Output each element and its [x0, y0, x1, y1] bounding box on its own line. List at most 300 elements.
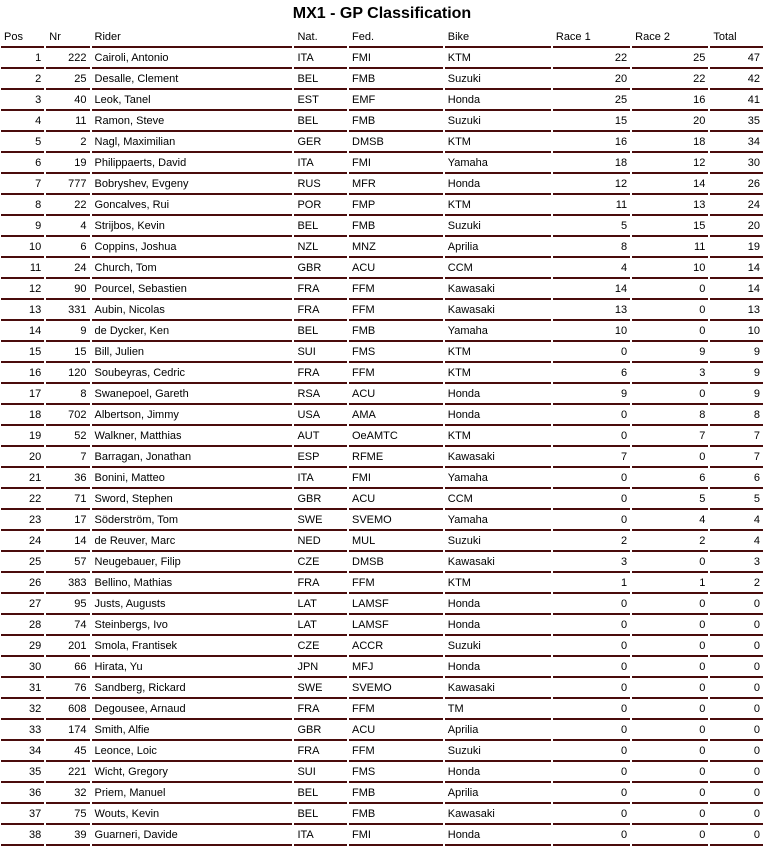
rider-cell: Hirata, Yu — [92, 657, 293, 678]
rider-cell: Cairoli, Antonio — [92, 48, 293, 69]
nat-cell: SUI — [294, 342, 347, 363]
total-cell: 0 — [710, 762, 763, 783]
nat-cell: GBR — [294, 720, 347, 741]
race1-cell: 0 — [553, 426, 630, 447]
table-row — [1, 153, 763, 174]
fed-cell: SVEMO — [349, 678, 443, 699]
pos-cell: 19 — [1, 426, 44, 447]
nr-cell: 383 — [46, 573, 89, 594]
total-cell: 0 — [710, 741, 763, 762]
fed-cell: FMI — [349, 468, 443, 489]
race2-cell: 0 — [632, 678, 708, 699]
rider-cell: Swanepoel, Gareth — [92, 384, 293, 405]
nr-cell: 25 — [46, 69, 89, 90]
fed-cell: FMS — [349, 342, 443, 363]
bike-cell: Honda — [445, 594, 551, 615]
table-row — [1, 825, 763, 846]
race1-cell: 22 — [553, 48, 630, 69]
race2-cell: 0 — [632, 720, 708, 741]
race2-cell: 0 — [632, 615, 708, 636]
rider-cell: Coppins, Joshua — [92, 237, 293, 258]
nr-cell: 2 — [46, 132, 89, 153]
fed-cell: FFM — [349, 573, 443, 594]
table-row — [1, 132, 763, 153]
rider-cell: Justs, Augusts — [92, 594, 293, 615]
total-cell: 0 — [710, 678, 763, 699]
table-row — [1, 48, 763, 69]
nr-cell: 39 — [46, 825, 89, 846]
pos-cell: 15 — [1, 342, 44, 363]
bike-cell: Kawasaki — [445, 552, 551, 573]
classification-table — [0, 28, 764, 846]
rider-cell: Bill, Julien — [92, 342, 293, 363]
nr-cell: 4 — [46, 216, 89, 237]
race2-cell: 11 — [632, 237, 708, 258]
rider-cell: Albertson, Jimmy — [92, 405, 293, 426]
race1-cell: 7 — [553, 447, 630, 468]
nat-cell: SUI — [294, 762, 347, 783]
nat-cell: BEL — [294, 321, 347, 342]
race2-cell: 12 — [632, 153, 708, 174]
nr-cell: 7 — [46, 447, 89, 468]
nat-cell: USA — [294, 405, 347, 426]
nat-cell: NED — [294, 531, 347, 552]
race1-cell: 0 — [553, 699, 630, 720]
rider-cell: de Dycker, Ken — [92, 321, 293, 342]
table-row — [1, 279, 763, 300]
pos-cell: 33 — [1, 720, 44, 741]
table-row — [1, 90, 763, 111]
bike-cell: Suzuki — [445, 111, 551, 132]
rider-cell: Soubeyras, Cedric — [92, 363, 293, 384]
table-row — [1, 111, 763, 132]
race2-cell: 14 — [632, 174, 708, 195]
race1-cell: 0 — [553, 825, 630, 846]
nr-cell: 90 — [46, 279, 89, 300]
fed-cell: SVEMO — [349, 510, 443, 531]
pos-cell: 21 — [1, 468, 44, 489]
fed-cell: FMS — [349, 762, 443, 783]
table-row — [1, 468, 763, 489]
nr-cell: 36 — [46, 468, 89, 489]
race1-cell: 20 — [553, 69, 630, 90]
bike-cell: Suzuki — [445, 69, 551, 90]
fed-cell: FMB — [349, 69, 443, 90]
bike-cell: Suzuki — [445, 531, 551, 552]
bike-cell: Kawasaki — [445, 447, 551, 468]
table-row — [1, 426, 763, 447]
total-cell: 4 — [710, 531, 763, 552]
rider-cell: Wicht, Gregory — [92, 762, 293, 783]
nr-cell: 22 — [46, 195, 89, 216]
race1-cell: 15 — [553, 111, 630, 132]
rider-cell: Steinbergs, Ivo — [92, 615, 293, 636]
table-row — [1, 237, 763, 258]
race2-cell: 0 — [632, 783, 708, 804]
rider-cell: Guarneri, Davide — [92, 825, 293, 846]
total-cell: 47 — [710, 48, 763, 69]
rider-cell: Barragan, Jonathan — [92, 447, 293, 468]
bike-cell: Kawasaki — [445, 804, 551, 825]
race1-cell: 6 — [553, 363, 630, 384]
table-row — [1, 405, 763, 426]
bike-cell: Suzuki — [445, 741, 551, 762]
race1-cell: 2 — [553, 531, 630, 552]
race2-cell: 8 — [632, 405, 708, 426]
fed-cell: FMI — [349, 153, 443, 174]
pos-cell: 7 — [1, 174, 44, 195]
fed-cell: MNZ — [349, 237, 443, 258]
rider-cell: Goncalves, Rui — [92, 195, 293, 216]
nat-cell: ITA — [294, 468, 347, 489]
pos-cell: 2 — [1, 69, 44, 90]
total-cell: 5 — [710, 489, 763, 510]
race1-cell: 10 — [553, 321, 630, 342]
nat-cell: JPN — [294, 657, 347, 678]
pos-cell: 5 — [1, 132, 44, 153]
table-body — [1, 48, 763, 846]
nat-cell: ITA — [294, 153, 347, 174]
fed-cell: FFM — [349, 300, 443, 321]
pos-cell: 6 — [1, 153, 44, 174]
nat-cell: SWE — [294, 510, 347, 531]
total-cell: 2 — [710, 573, 763, 594]
nat-cell: EST — [294, 90, 347, 111]
nr-cell: 222 — [46, 48, 89, 69]
bike-cell: Honda — [445, 405, 551, 426]
nat-cell: BEL — [294, 804, 347, 825]
race1-cell: 0 — [553, 342, 630, 363]
fed-cell: MFJ — [349, 657, 443, 678]
table-row — [1, 573, 763, 594]
nr-cell: 95 — [46, 594, 89, 615]
rider-cell: Desalle, Clement — [92, 69, 293, 90]
race2-cell: 10 — [632, 258, 708, 279]
fed-cell: ACCR — [349, 636, 443, 657]
fed-cell: LAMSF — [349, 594, 443, 615]
pos-cell: 29 — [1, 636, 44, 657]
column-header-total: Total — [710, 28, 763, 48]
race2-cell: 13 — [632, 195, 708, 216]
fed-cell: FMP — [349, 195, 443, 216]
bike-cell: Honda — [445, 657, 551, 678]
rider-cell: Söderström, Tom — [92, 510, 293, 531]
rider-cell: Degousee, Arnaud — [92, 699, 293, 720]
bike-cell: Kawasaki — [445, 279, 551, 300]
nr-cell: 8 — [46, 384, 89, 405]
rider-cell: Strijbos, Kevin — [92, 216, 293, 237]
pos-cell: 23 — [1, 510, 44, 531]
table-row — [1, 321, 763, 342]
total-cell: 14 — [710, 279, 763, 300]
fed-cell: FMB — [349, 111, 443, 132]
race2-cell: 0 — [632, 384, 708, 405]
bike-cell: Honda — [445, 384, 551, 405]
rider-cell: Bobryshev, Evgeny — [92, 174, 293, 195]
race2-cell: 0 — [632, 699, 708, 720]
pos-cell: 4 — [1, 111, 44, 132]
total-cell: 0 — [710, 783, 763, 804]
nat-cell: POR — [294, 195, 347, 216]
total-cell: 20 — [710, 216, 763, 237]
race2-cell: 0 — [632, 636, 708, 657]
column-header-nr: Nr — [46, 28, 89, 48]
race1-cell: 0 — [553, 405, 630, 426]
nat-cell: GBR — [294, 489, 347, 510]
nat-cell: BEL — [294, 783, 347, 804]
race1-cell: 1 — [553, 573, 630, 594]
race1-cell: 0 — [553, 762, 630, 783]
nat-cell: ITA — [294, 825, 347, 846]
fed-cell: OeAMTC — [349, 426, 443, 447]
bike-cell: Honda — [445, 762, 551, 783]
nat-cell: ESP — [294, 447, 347, 468]
rider-cell: Sandberg, Rickard — [92, 678, 293, 699]
fed-cell: FMB — [349, 216, 443, 237]
race1-cell: 5 — [553, 216, 630, 237]
table-row — [1, 720, 763, 741]
rider-cell: Nagl, Maximilian — [92, 132, 293, 153]
race1-cell: 12 — [553, 174, 630, 195]
nat-cell: RUS — [294, 174, 347, 195]
bike-cell: KTM — [445, 573, 551, 594]
pos-cell: 3 — [1, 90, 44, 111]
table-row — [1, 657, 763, 678]
nr-cell: 608 — [46, 699, 89, 720]
fed-cell: FFM — [349, 363, 443, 384]
table-row — [1, 300, 763, 321]
nr-cell: 57 — [46, 552, 89, 573]
nr-cell: 52 — [46, 426, 89, 447]
nr-cell: 40 — [46, 90, 89, 111]
pos-cell: 32 — [1, 699, 44, 720]
fed-cell: AMA — [349, 405, 443, 426]
rider-cell: Leonce, Loic — [92, 741, 293, 762]
fed-cell: RFME — [349, 447, 443, 468]
nat-cell: CZE — [294, 552, 347, 573]
rider-cell: Aubin, Nicolas — [92, 300, 293, 321]
race2-cell: 0 — [632, 300, 708, 321]
bike-cell: Kawasaki — [445, 678, 551, 699]
race1-cell: 13 — [553, 300, 630, 321]
nat-cell: GER — [294, 132, 347, 153]
nat-cell: SWE — [294, 678, 347, 699]
rider-cell: Bonini, Matteo — [92, 468, 293, 489]
rider-cell: Walkner, Matthias — [92, 426, 293, 447]
fed-cell: FMB — [349, 321, 443, 342]
nr-cell: 174 — [46, 720, 89, 741]
race1-cell: 0 — [553, 615, 630, 636]
pos-cell: 8 — [1, 195, 44, 216]
total-cell: 30 — [710, 153, 763, 174]
table-row — [1, 363, 763, 384]
total-cell: 0 — [710, 699, 763, 720]
nat-cell: LAT — [294, 615, 347, 636]
pos-cell: 31 — [1, 678, 44, 699]
pos-cell: 22 — [1, 489, 44, 510]
bike-cell: KTM — [445, 426, 551, 447]
nat-cell: FRA — [294, 573, 347, 594]
total-cell: 26 — [710, 174, 763, 195]
race2-cell: 0 — [632, 594, 708, 615]
nr-cell: 66 — [46, 657, 89, 678]
race2-cell: 4 — [632, 510, 708, 531]
race2-cell: 9 — [632, 342, 708, 363]
rider-cell: Sword, Stephen — [92, 489, 293, 510]
nat-cell: FRA — [294, 363, 347, 384]
nr-cell: 702 — [46, 405, 89, 426]
nr-cell: 74 — [46, 615, 89, 636]
table-row — [1, 69, 763, 90]
table-row — [1, 804, 763, 825]
nat-cell: GBR — [294, 258, 347, 279]
race2-cell: 7 — [632, 426, 708, 447]
bike-cell: Honda — [445, 615, 551, 636]
race2-cell: 0 — [632, 804, 708, 825]
bike-cell: Honda — [445, 90, 551, 111]
fed-cell: FMB — [349, 783, 443, 804]
nr-cell: 201 — [46, 636, 89, 657]
table-row — [1, 552, 763, 573]
table-row — [1, 762, 763, 783]
pos-cell: 10 — [1, 237, 44, 258]
column-header-race1: Race 1 — [553, 28, 630, 48]
bike-cell: KTM — [445, 48, 551, 69]
bike-cell: KTM — [445, 342, 551, 363]
nat-cell: AUT — [294, 426, 347, 447]
race1-cell: 0 — [553, 678, 630, 699]
pos-cell: 25 — [1, 552, 44, 573]
race2-cell: 20 — [632, 111, 708, 132]
nr-cell: 221 — [46, 762, 89, 783]
nat-cell: FRA — [294, 699, 347, 720]
table-row — [1, 489, 763, 510]
rider-cell: Leok, Tanel — [92, 90, 293, 111]
table-row — [1, 447, 763, 468]
bike-cell: KTM — [445, 195, 551, 216]
race1-cell: 8 — [553, 237, 630, 258]
nr-cell: 32 — [46, 783, 89, 804]
nat-cell: FRA — [294, 279, 347, 300]
pos-cell: 34 — [1, 741, 44, 762]
race1-cell: 18 — [553, 153, 630, 174]
race2-cell: 0 — [632, 279, 708, 300]
table-row — [1, 741, 763, 762]
pos-cell: 18 — [1, 405, 44, 426]
race1-cell: 0 — [553, 510, 630, 531]
race1-cell: 0 — [553, 741, 630, 762]
nat-cell: BEL — [294, 111, 347, 132]
nr-cell: 11 — [46, 111, 89, 132]
header-row — [1, 28, 763, 48]
bike-cell: TM — [445, 699, 551, 720]
race1-cell: 14 — [553, 279, 630, 300]
total-cell: 34 — [710, 132, 763, 153]
nr-cell: 331 — [46, 300, 89, 321]
nat-cell: CZE — [294, 636, 347, 657]
table-row — [1, 678, 763, 699]
bike-cell: Kawasaki — [445, 300, 551, 321]
total-cell: 3 — [710, 552, 763, 573]
bike-cell: Aprilia — [445, 783, 551, 804]
table-row — [1, 636, 763, 657]
pos-cell: 27 — [1, 594, 44, 615]
column-header-race2: Race 2 — [632, 28, 708, 48]
column-header-pos: Pos — [1, 28, 44, 48]
pos-cell: 38 — [1, 825, 44, 846]
pos-cell: 16 — [1, 363, 44, 384]
nr-cell: 14 — [46, 531, 89, 552]
pos-cell: 17 — [1, 384, 44, 405]
total-cell: 9 — [710, 363, 763, 384]
race2-cell: 1 — [632, 573, 708, 594]
column-header-bike: Bike — [445, 28, 551, 48]
race1-cell: 0 — [553, 804, 630, 825]
pos-cell: 14 — [1, 321, 44, 342]
bike-cell: Suzuki — [445, 216, 551, 237]
bike-cell: Yamaha — [445, 468, 551, 489]
column-header-nat: Nat. — [294, 28, 347, 48]
rider-cell: Smith, Alfie — [92, 720, 293, 741]
fed-cell: FFM — [349, 699, 443, 720]
total-cell: 0 — [710, 615, 763, 636]
race1-cell: 0 — [553, 594, 630, 615]
table-row — [1, 195, 763, 216]
bike-cell: Suzuki — [445, 636, 551, 657]
race2-cell: 0 — [632, 657, 708, 678]
nat-cell: RSA — [294, 384, 347, 405]
race2-cell: 0 — [632, 762, 708, 783]
bike-cell: Aprilia — [445, 720, 551, 741]
fed-cell: FMI — [349, 48, 443, 69]
race1-cell: 0 — [553, 468, 630, 489]
pos-cell: 11 — [1, 258, 44, 279]
total-cell: 4 — [710, 510, 763, 531]
bike-cell: Aprilia — [445, 237, 551, 258]
table-row — [1, 594, 763, 615]
race2-cell: 0 — [632, 741, 708, 762]
total-cell: 0 — [710, 636, 763, 657]
nat-cell: FRA — [294, 300, 347, 321]
nr-cell: 15 — [46, 342, 89, 363]
pos-cell: 30 — [1, 657, 44, 678]
race2-cell: 16 — [632, 90, 708, 111]
pos-cell: 26 — [1, 573, 44, 594]
race1-cell: 3 — [553, 552, 630, 573]
fed-cell: FFM — [349, 741, 443, 762]
rider-cell: Pourcel, Sebastien — [92, 279, 293, 300]
nat-cell: FRA — [294, 741, 347, 762]
fed-cell: DMSB — [349, 132, 443, 153]
total-cell: 8 — [710, 405, 763, 426]
nr-cell: 45 — [46, 741, 89, 762]
total-cell: 42 — [710, 69, 763, 90]
race1-cell: 0 — [553, 636, 630, 657]
race2-cell: 15 — [632, 216, 708, 237]
race2-cell: 6 — [632, 468, 708, 489]
bike-cell: Yamaha — [445, 153, 551, 174]
total-cell: 7 — [710, 447, 763, 468]
total-cell: 9 — [710, 384, 763, 405]
fed-cell: EMF — [349, 90, 443, 111]
rider-cell: Philippaerts, David — [92, 153, 293, 174]
fed-cell: MUL — [349, 531, 443, 552]
race1-cell: 11 — [553, 195, 630, 216]
rider-cell: Smola, Frantisek — [92, 636, 293, 657]
table-row — [1, 783, 763, 804]
race1-cell: 0 — [553, 489, 630, 510]
bike-cell: Yamaha — [445, 510, 551, 531]
